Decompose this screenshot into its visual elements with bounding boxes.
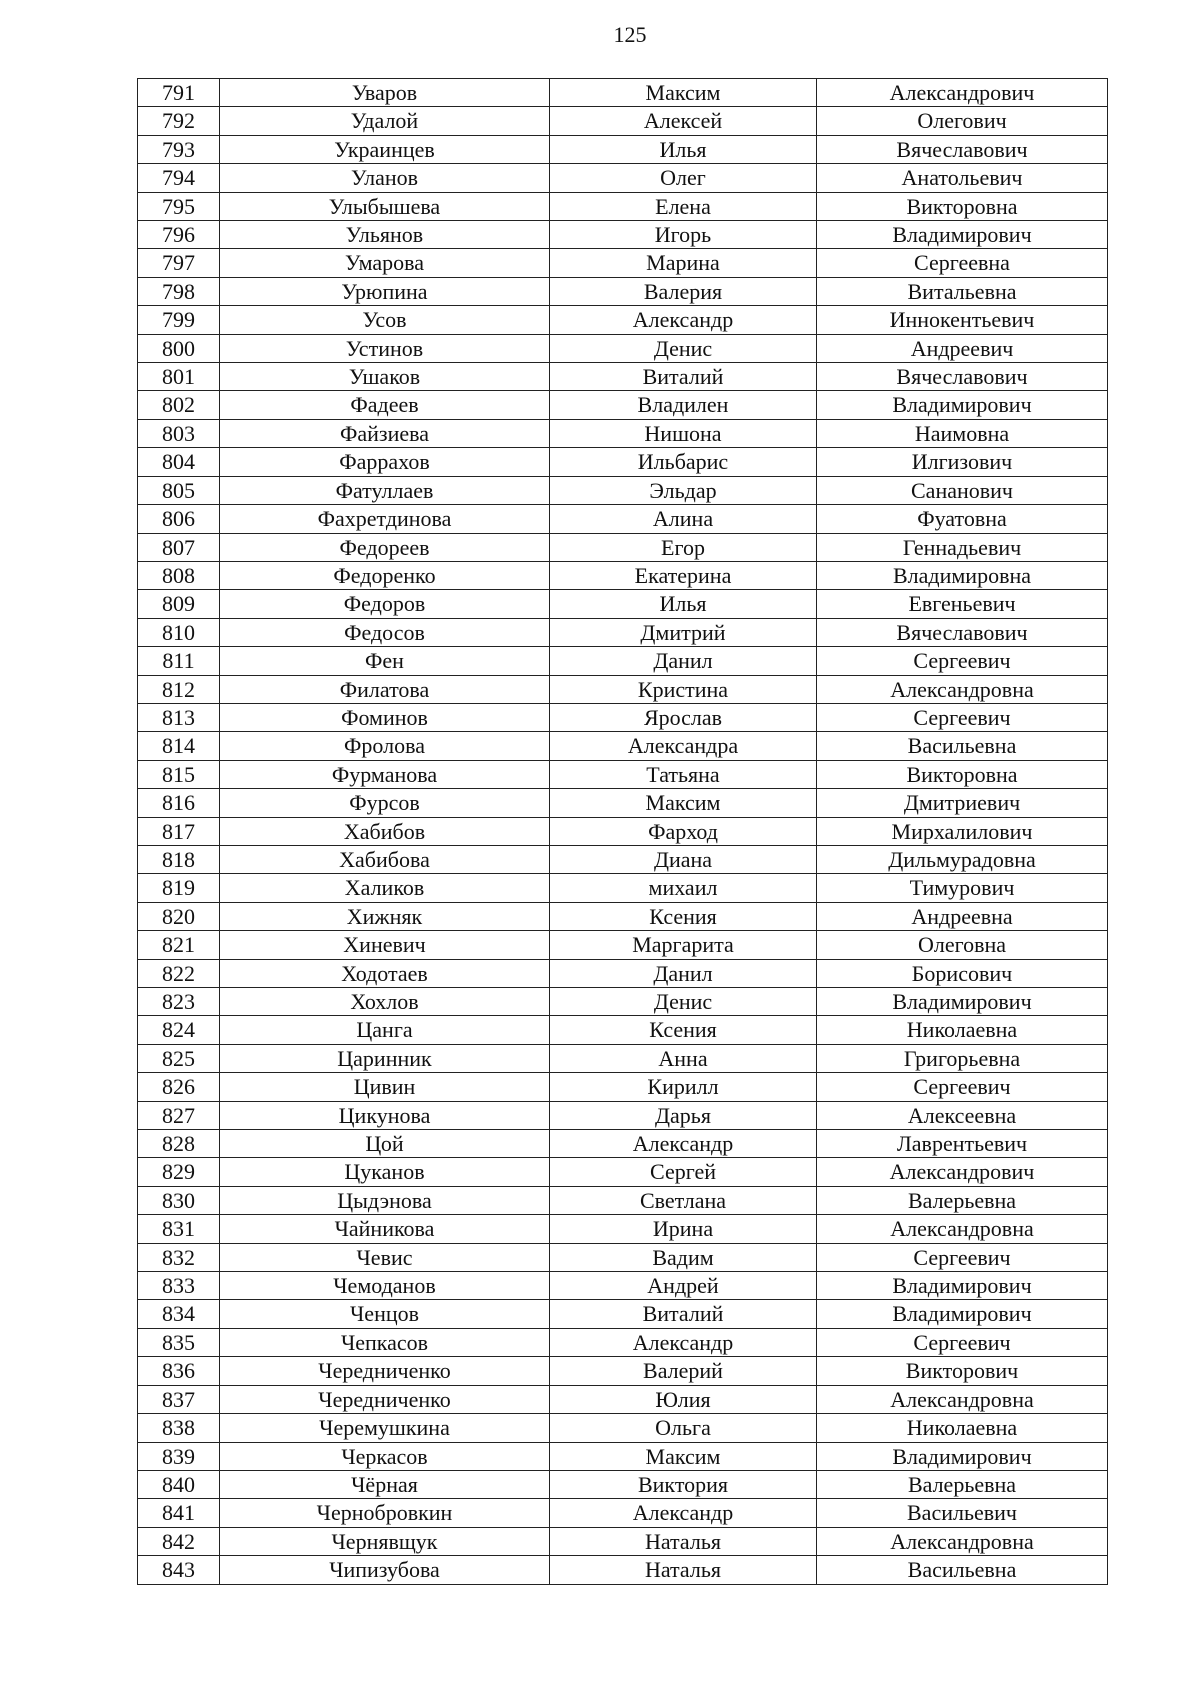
patronymic-cell: Сананович: [817, 476, 1108, 504]
patronymic-cell: Евгеньевич: [817, 590, 1108, 618]
patronymic-cell: Александровна: [817, 1215, 1108, 1243]
first-name-cell: Егор: [550, 533, 817, 561]
row-number-cell: 839: [138, 1442, 220, 1470]
patronymic-cell: Александровна: [817, 675, 1108, 703]
patronymic-cell: Валерьевна: [817, 1470, 1108, 1498]
patronymic-cell: Фуатовна: [817, 505, 1108, 533]
last-name-cell: Чемоданов: [220, 1272, 550, 1300]
table-row: [138, 618, 1108, 646]
table-row: [138, 1442, 1108, 1470]
last-name-cell: Хабибова: [220, 845, 550, 873]
patronymic-cell: Владимирович: [817, 988, 1108, 1016]
first-name-cell: Ирина: [550, 1215, 817, 1243]
table-row: [138, 448, 1108, 476]
patronymic-cell: Сергеевич: [817, 1243, 1108, 1271]
table-row: [138, 1158, 1108, 1186]
table-row: [138, 817, 1108, 845]
first-name-cell: михаил: [550, 874, 817, 902]
first-name-cell: Сергей: [550, 1158, 817, 1186]
row-number-cell: 826: [138, 1073, 220, 1101]
last-name-cell: Ченцов: [220, 1300, 550, 1328]
last-name-cell: Цикунова: [220, 1101, 550, 1129]
patronymic-cell: Вячеславович: [817, 618, 1108, 646]
table-row: [138, 107, 1108, 135]
first-name-cell: Александра: [550, 732, 817, 760]
first-name-cell: Александр: [550, 1130, 817, 1158]
first-name-cell: Данил: [550, 959, 817, 987]
patronymic-cell: Васильевич: [817, 1499, 1108, 1527]
first-name-cell: Екатерина: [550, 561, 817, 589]
patronymic-cell: Дмитриевич: [817, 789, 1108, 817]
row-number-cell: 806: [138, 505, 220, 533]
row-number-cell: 802: [138, 391, 220, 419]
patronymic-cell: Александрович: [817, 79, 1108, 107]
last-name-cell: Чернявщук: [220, 1527, 550, 1555]
table-row: [138, 1130, 1108, 1158]
table-row: [138, 1328, 1108, 1356]
first-name-cell: Виктория: [550, 1470, 817, 1498]
first-name-cell: Вадим: [550, 1243, 817, 1271]
patronymic-cell: Викторовна: [817, 192, 1108, 220]
first-name-cell: Александр: [550, 1499, 817, 1527]
table-row: [138, 703, 1108, 731]
row-number-cell: 820: [138, 902, 220, 930]
table-row: [138, 902, 1108, 930]
last-name-cell: Цыдэнова: [220, 1186, 550, 1214]
row-number-cell: 813: [138, 703, 220, 731]
patronymic-cell: Тимурович: [817, 874, 1108, 902]
first-name-cell: Кирилл: [550, 1073, 817, 1101]
first-name-cell: Виталий: [550, 363, 817, 391]
row-number-cell: 815: [138, 760, 220, 788]
table-row: [138, 135, 1108, 163]
row-number-cell: 793: [138, 135, 220, 163]
row-number-cell: 809: [138, 590, 220, 618]
first-name-cell: Андрей: [550, 1272, 817, 1300]
table-row: [138, 419, 1108, 447]
first-name-cell: Маргарита: [550, 931, 817, 959]
table-row: [138, 1300, 1108, 1328]
last-name-cell: Устинов: [220, 334, 550, 362]
first-name-cell: Денис: [550, 988, 817, 1016]
patronymic-cell: Владимирович: [817, 1300, 1108, 1328]
last-name-cell: Ушаков: [220, 363, 550, 391]
first-name-cell: Светлана: [550, 1186, 817, 1214]
row-number-cell: 827: [138, 1101, 220, 1129]
table-row: [138, 1101, 1108, 1129]
row-number-cell: 841: [138, 1499, 220, 1527]
patronymic-cell: Андреевна: [817, 902, 1108, 930]
table-row: [138, 647, 1108, 675]
first-name-cell: Татьяна: [550, 760, 817, 788]
first-name-cell: Виталий: [550, 1300, 817, 1328]
last-name-cell: Царинник: [220, 1044, 550, 1072]
table-row: [138, 79, 1108, 107]
last-name-cell: Черемушкина: [220, 1414, 550, 1442]
last-name-cell: Цанга: [220, 1016, 550, 1044]
patronymic-cell: Григорьевна: [817, 1044, 1108, 1072]
patronymic-cell: Иннокентьевич: [817, 306, 1108, 334]
patronymic-cell: Викторовна: [817, 760, 1108, 788]
table-row: [138, 789, 1108, 817]
row-number-cell: 836: [138, 1357, 220, 1385]
row-number-cell: 823: [138, 988, 220, 1016]
patronymic-cell: Лаврентьевич: [817, 1130, 1108, 1158]
last-name-cell: Филатова: [220, 675, 550, 703]
row-number-cell: 807: [138, 533, 220, 561]
row-number-cell: 829: [138, 1158, 220, 1186]
table-row: [138, 1044, 1108, 1072]
patronymic-cell: Алексеевна: [817, 1101, 1108, 1129]
row-number-cell: 808: [138, 561, 220, 589]
table-row: [138, 334, 1108, 362]
last-name-cell: Файзиева: [220, 419, 550, 447]
last-name-cell: Хохлов: [220, 988, 550, 1016]
first-name-cell: Максим: [550, 1442, 817, 1470]
patronymic-cell: Александрович: [817, 1158, 1108, 1186]
table-row: [138, 249, 1108, 277]
patronymic-cell: Мирхалилович: [817, 817, 1108, 845]
row-number-cell: 791: [138, 79, 220, 107]
first-name-cell: Эльдар: [550, 476, 817, 504]
last-name-cell: Удалой: [220, 107, 550, 135]
row-number-cell: 825: [138, 1044, 220, 1072]
patronymic-cell: Сергеевич: [817, 703, 1108, 731]
patronymic-cell: Александровна: [817, 1385, 1108, 1413]
first-name-cell: Юлия: [550, 1385, 817, 1413]
table-row: [138, 1385, 1108, 1413]
first-name-cell: Денис: [550, 334, 817, 362]
first-name-cell: Максим: [550, 79, 817, 107]
table-row: [138, 1357, 1108, 1385]
first-name-cell: Владилен: [550, 391, 817, 419]
patronymic-cell: Сергеевна: [817, 249, 1108, 277]
patronymic-cell: Дильмурадовна: [817, 845, 1108, 873]
table-row: [138, 1186, 1108, 1214]
first-name-cell: Илья: [550, 135, 817, 163]
table-row: [138, 959, 1108, 987]
table-row: [138, 1527, 1108, 1555]
last-name-cell: Уланов: [220, 164, 550, 192]
table-row: [138, 277, 1108, 305]
table-row: [138, 363, 1108, 391]
table-row: [138, 306, 1108, 334]
row-number-cell: 832: [138, 1243, 220, 1271]
first-name-cell: Анна: [550, 1044, 817, 1072]
first-name-cell: Ксения: [550, 902, 817, 930]
table-row: [138, 1414, 1108, 1442]
patronymic-cell: Васильевна: [817, 732, 1108, 760]
first-name-cell: Игорь: [550, 221, 817, 249]
table-row: [138, 476, 1108, 504]
table-row: [138, 1243, 1108, 1271]
patronymic-cell: Владимировна: [817, 561, 1108, 589]
last-name-cell: Цивин: [220, 1073, 550, 1101]
table-row: [138, 675, 1108, 703]
patronymic-cell: Вячеславович: [817, 135, 1108, 163]
row-number-cell: 799: [138, 306, 220, 334]
first-name-cell: Фарход: [550, 817, 817, 845]
last-name-cell: Хабибов: [220, 817, 550, 845]
patronymic-cell: Владимирович: [817, 1272, 1108, 1300]
row-number-cell: 798: [138, 277, 220, 305]
last-name-cell: Цуканов: [220, 1158, 550, 1186]
patronymic-cell: Олегович: [817, 107, 1108, 135]
patronymic-cell: Владимирович: [817, 391, 1108, 419]
patronymic-cell: Анатольевич: [817, 164, 1108, 192]
last-name-cell: Фурсов: [220, 789, 550, 817]
patronymic-cell: Борисович: [817, 959, 1108, 987]
table-row: [138, 988, 1108, 1016]
page-number: 125: [613, 22, 647, 47]
patronymic-cell: Наимовна: [817, 419, 1108, 447]
table-row: [138, 533, 1108, 561]
row-number-cell: 817: [138, 817, 220, 845]
patronymic-cell: Сергеевич: [817, 1073, 1108, 1101]
patronymic-cell: Сергеевич: [817, 647, 1108, 675]
last-name-cell: Чипизубова: [220, 1556, 550, 1584]
first-name-cell: Ильбарис: [550, 448, 817, 476]
last-name-cell: Чепкасов: [220, 1328, 550, 1356]
first-name-cell: Дарья: [550, 1101, 817, 1129]
last-name-cell: Усов: [220, 306, 550, 334]
first-name-cell: Данил: [550, 647, 817, 675]
patronymic-cell: Вячеславович: [817, 363, 1108, 391]
first-name-cell: Максим: [550, 789, 817, 817]
last-name-cell: Федореев: [220, 533, 550, 561]
row-number-cell: 834: [138, 1300, 220, 1328]
last-name-cell: Хиневич: [220, 931, 550, 959]
row-number-cell: 840: [138, 1470, 220, 1498]
roster-body: [138, 79, 1108, 1585]
first-name-cell: Наталья: [550, 1556, 817, 1584]
row-number-cell: 824: [138, 1016, 220, 1044]
last-name-cell: Цой: [220, 1130, 550, 1158]
patronymic-cell: Николаевна: [817, 1016, 1108, 1044]
first-name-cell: Диана: [550, 845, 817, 873]
table-row: [138, 1016, 1108, 1044]
last-name-cell: Фаррахов: [220, 448, 550, 476]
row-number-cell: 835: [138, 1328, 220, 1356]
table-row: [138, 931, 1108, 959]
row-number-cell: 810: [138, 618, 220, 646]
table-row: [138, 1556, 1108, 1584]
row-number-cell: 814: [138, 732, 220, 760]
first-name-cell: Валерия: [550, 277, 817, 305]
table-row: [138, 164, 1108, 192]
row-number-cell: 804: [138, 448, 220, 476]
last-name-cell: Федосов: [220, 618, 550, 646]
first-name-cell: Марина: [550, 249, 817, 277]
first-name-cell: Алексей: [550, 107, 817, 135]
table-row: [138, 1073, 1108, 1101]
table-row: [138, 590, 1108, 618]
first-name-cell: Елена: [550, 192, 817, 220]
table-row: [138, 391, 1108, 419]
table-row: [138, 732, 1108, 760]
last-name-cell: Чайникова: [220, 1215, 550, 1243]
patronymic-cell: Валерьевна: [817, 1186, 1108, 1214]
table-row: [138, 561, 1108, 589]
patronymic-cell: Сергеевич: [817, 1328, 1108, 1356]
row-number-cell: 833: [138, 1272, 220, 1300]
patronymic-cell: Олеговна: [817, 931, 1108, 959]
patronymic-cell: Геннадьевич: [817, 533, 1108, 561]
first-name-cell: Илья: [550, 590, 817, 618]
first-name-cell: Кристина: [550, 675, 817, 703]
row-number-cell: 837: [138, 1385, 220, 1413]
last-name-cell: Уваров: [220, 79, 550, 107]
patronymic-cell: Витальевна: [817, 277, 1108, 305]
last-name-cell: Фен: [220, 647, 550, 675]
last-name-cell: Федоров: [220, 590, 550, 618]
patronymic-cell: Александровна: [817, 1527, 1108, 1555]
row-number-cell: 830: [138, 1186, 220, 1214]
first-name-cell: Александр: [550, 306, 817, 334]
last-name-cell: Чередниченко: [220, 1357, 550, 1385]
first-name-cell: Наталья: [550, 1527, 817, 1555]
first-name-cell: Ярослав: [550, 703, 817, 731]
table-row: [138, 505, 1108, 533]
row-number-cell: 792: [138, 107, 220, 135]
row-number-cell: 838: [138, 1414, 220, 1442]
row-number-cell: 816: [138, 789, 220, 817]
table-row: [138, 192, 1108, 220]
last-name-cell: Фатуллаев: [220, 476, 550, 504]
table-row: [138, 1470, 1108, 1498]
first-name-cell: Алина: [550, 505, 817, 533]
last-name-cell: Фурманова: [220, 760, 550, 788]
row-number-cell: 831: [138, 1215, 220, 1243]
row-number-cell: 822: [138, 959, 220, 987]
first-name-cell: Дмитрий: [550, 618, 817, 646]
row-number-cell: 801: [138, 363, 220, 391]
last-name-cell: Фадеев: [220, 391, 550, 419]
last-name-cell: Фролова: [220, 732, 550, 760]
last-name-cell: Чёрная: [220, 1470, 550, 1498]
last-name-cell: Фахретдинова: [220, 505, 550, 533]
first-name-cell: Ксения: [550, 1016, 817, 1044]
patronymic-cell: Викторович: [817, 1357, 1108, 1385]
last-name-cell: Украинцев: [220, 135, 550, 163]
table-row: [138, 874, 1108, 902]
patronymic-cell: Владимирович: [817, 1442, 1108, 1470]
last-name-cell: Ходотаев: [220, 959, 550, 987]
table-row: [138, 1215, 1108, 1243]
last-name-cell: Чередниченко: [220, 1385, 550, 1413]
last-name-cell: Фоминов: [220, 703, 550, 731]
last-name-cell: Чернобровкин: [220, 1499, 550, 1527]
first-name-cell: Олег: [550, 164, 817, 192]
row-number-cell: 800: [138, 334, 220, 362]
first-name-cell: Валерий: [550, 1357, 817, 1385]
patronymic-cell: Николаевна: [817, 1414, 1108, 1442]
patronymic-cell: Васильевна: [817, 1556, 1108, 1584]
row-number-cell: 812: [138, 675, 220, 703]
last-name-cell: Черкасов: [220, 1442, 550, 1470]
table-row: [138, 845, 1108, 873]
last-name-cell: Умарова: [220, 249, 550, 277]
first-name-cell: Нишона: [550, 419, 817, 447]
first-name-cell: Александр: [550, 1328, 817, 1356]
row-number-cell: 842: [138, 1527, 220, 1555]
row-number-cell: 828: [138, 1130, 220, 1158]
patronymic-cell: Илгизович: [817, 448, 1108, 476]
patronymic-cell: Владимирович: [817, 221, 1108, 249]
row-number-cell: 843: [138, 1556, 220, 1584]
row-number-cell: 803: [138, 419, 220, 447]
patronymic-cell: Андреевич: [817, 334, 1108, 362]
row-number-cell: 818: [138, 845, 220, 873]
last-name-cell: Урюпина: [220, 277, 550, 305]
last-name-cell: Федоренко: [220, 561, 550, 589]
row-number-cell: 795: [138, 192, 220, 220]
table-row: [138, 1499, 1108, 1527]
row-number-cell: 821: [138, 931, 220, 959]
last-name-cell: Ульянов: [220, 221, 550, 249]
table-row: [138, 760, 1108, 788]
roster-table: [137, 78, 1108, 1585]
last-name-cell: Халиков: [220, 874, 550, 902]
last-name-cell: Хижняк: [220, 902, 550, 930]
row-number-cell: 805: [138, 476, 220, 504]
last-name-cell: Улыбышева: [220, 192, 550, 220]
first-name-cell: Ольга: [550, 1414, 817, 1442]
table-row: [138, 221, 1108, 249]
row-number-cell: 796: [138, 221, 220, 249]
row-number-cell: 811: [138, 647, 220, 675]
row-number-cell: 819: [138, 874, 220, 902]
table-row: [138, 1272, 1108, 1300]
last-name-cell: Чевис: [220, 1243, 550, 1271]
row-number-cell: 797: [138, 249, 220, 277]
row-number-cell: 794: [138, 164, 220, 192]
